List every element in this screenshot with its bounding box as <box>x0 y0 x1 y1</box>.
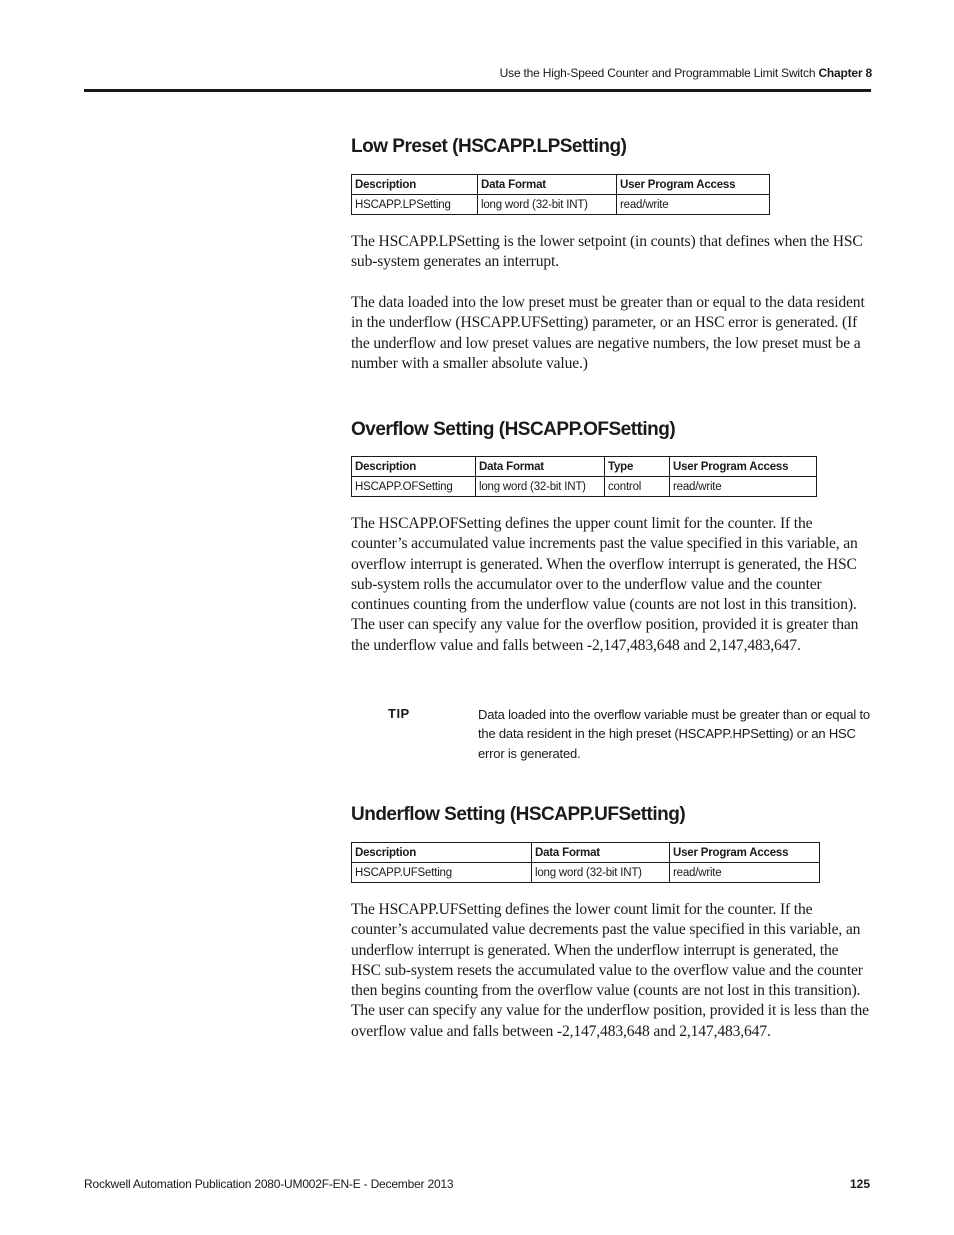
table-header-row <box>352 843 820 863</box>
running-header <box>500 66 872 80</box>
underflow-table <box>351 842 820 883</box>
table-row <box>352 477 817 497</box>
tip-text: Data loaded into the overflow variable must be greater than or equal to the data resident in the high preset (HSCAPP.HPSetting) or an HSC error is generated. <box>478 707 870 761</box>
overflow-heading: Overflow Setting (HSCAPP.OFSetting) <box>351 419 676 440</box>
header-cell-data-format: Data Format <box>476 457 605 477</box>
cell-data-format: long word (32-bit INT) <box>532 863 670 883</box>
cell-data-format: long word (32-bit INT) <box>478 195 617 215</box>
underflow-paragraph: The HSCAPP.UFSetting defines the lower count limit for the counter. If the counter’s accumulated value decrements past the value specified in this variable, an underflow interrupt is generated. When the underflow interrupt is generated, the HSC sub-system resets the accumulated value to the overflow value and the counter then begins counting from the overflow value (counts are not lost in this transition). The user can specify any value for the underflow position, provided it is less than the overflow value and falls between -2,147,483,648 and 2,147,483,647. <box>351 901 869 1040</box>
low-preset-paragraph-1: The HSCAPP.LPSetting is the lower setpoint (in counts) that defines when the HSC sub-system generates an interrupt. <box>351 233 863 271</box>
overflow-table <box>351 456 817 497</box>
table-row <box>352 195 770 215</box>
underflow-heading: Underflow Setting (HSCAPP.UFSetting) <box>351 804 686 825</box>
cell-data-format: long word (32-bit INT) <box>476 477 605 497</box>
header-cell-type: Type <box>605 457 670 477</box>
header-cell-description: Description <box>352 457 476 477</box>
header-cell-description: Description <box>352 175 478 195</box>
footer-publication: Rockwell Automation Publication 2080-UM002F-EN-E - December 2013 <box>84 1177 454 1191</box>
chapter-label: Chapter 8 <box>818 66 872 80</box>
table-header-row <box>352 175 770 195</box>
header-cell-access: User Program Access <box>670 843 820 863</box>
header-cell-data-format: Data Format <box>478 175 617 195</box>
low-preset-heading: Low Preset (HSCAPP.LPSetting) <box>351 136 627 157</box>
page-number: 125 <box>849 1177 870 1191</box>
low-preset-paragraph-2: The data loaded into the low preset must be greater than or equal to the data resident in the underflow (HSCAPP.UFSetting) parameter, or an HSC error is generated. (If the underflow and low preset values are negative numbers, the low preset must be a number with a smaller absolute value.) <box>351 294 865 372</box>
header-cell-data-format: Data Format <box>532 843 670 863</box>
header-cell-description: Description <box>352 843 532 863</box>
cell-description: HSCAPP.OFSetting <box>352 477 476 497</box>
cell-type: control <box>605 477 670 497</box>
header-cell-access: User Program Access <box>670 457 817 477</box>
low-preset-table <box>351 174 770 215</box>
cell-description: HSCAPP.LPSetting <box>352 195 478 215</box>
header-cell-access: User Program Access <box>617 175 770 195</box>
tip-label: TIP <box>388 706 410 721</box>
header-rule <box>84 89 871 92</box>
running-header-title: Use the High-Speed Counter and Programmable Limit Switch <box>499 66 816 80</box>
table-header-row <box>352 457 817 477</box>
cell-description: HSCAPP.UFSetting <box>352 863 532 883</box>
table-row <box>352 863 820 883</box>
overflow-paragraph: The HSCAPP.OFSetting defines the upper count limit for the counter. If the counter’s accumulated value increments past the value specified in this variable, an overflow interrupt is generated. When the overflow interrupt is generated, the HSC sub-system rolls the accumulator over to the underflow value and the counter continues counting from the underflow value (counts are not lost in this transition). The user can specify any value for the overflow position, provided it is greater than the underflow value and falls between -2,147,483,648 and 2,147,483,647. <box>351 515 859 654</box>
cell-access: read/write <box>670 477 817 497</box>
cell-access: read/write <box>670 863 820 883</box>
cell-access: read/write <box>617 195 770 215</box>
